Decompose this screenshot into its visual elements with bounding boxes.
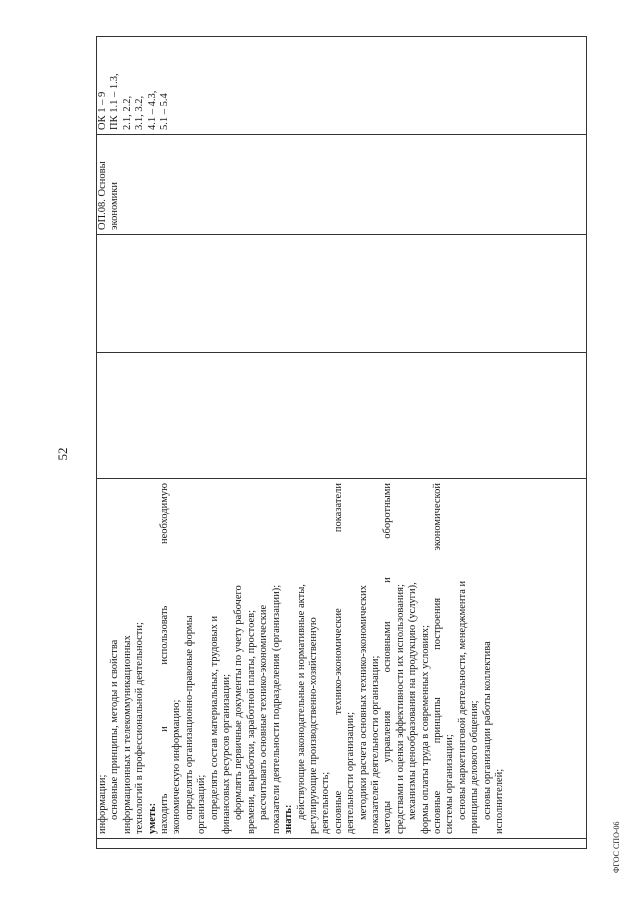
table-row: [97, 37, 587, 849]
credits-cell: [97, 235, 587, 353]
content-word: оборотными: [382, 483, 394, 539]
content-line: финансовых ресурсов организации;: [221, 673, 233, 834]
content-word: управления: [382, 710, 394, 763]
content-line: оформлять первичные документы по учету рабочего: [233, 585, 245, 820]
content-line: методики расчета основных технико-экономических: [357, 585, 369, 820]
competency-table: [96, 36, 587, 849]
content-word: основные: [431, 790, 443, 834]
content-line: определять состав материальных, трудовых и: [208, 615, 220, 820]
content-line: исполнителей;: [494, 768, 505, 834]
content-line: деятельности организации;: [345, 711, 357, 834]
content-line: формы оплаты труда в современных условиях;: [419, 624, 431, 834]
content-line: принципы делового общения;: [469, 700, 481, 834]
content-line: информационных и телекоммуникационных: [121, 635, 133, 834]
content-line: знать:: [283, 804, 295, 834]
content-line: действующие законодательные и нормативные акты,: [295, 584, 307, 820]
content-word: основными: [382, 621, 394, 673]
content-line: показатели деятельности подразделения (организации);: [270, 584, 282, 834]
competence-code: ОК 1 – 9: [97, 91, 108, 130]
rotated-table-page: [96, 37, 587, 849]
content-line: системы организации;: [444, 734, 456, 834]
content-word: и: [159, 726, 171, 732]
content-word: построения: [431, 597, 443, 650]
content-word: находить: [159, 793, 171, 834]
content-line: рассчитывать основные технико-экономические: [258, 604, 270, 820]
discipline-cell: [97, 135, 587, 235]
content-line: основы маркетинговой деятельности, менеджмента и: [456, 580, 468, 820]
competence-code: 4.1 – 4.3,: [146, 90, 158, 130]
discipline-name: ОП.08. Основы экономики: [97, 161, 121, 230]
index-cell: [97, 839, 587, 849]
content-line: [333, 483, 345, 834]
content-line: [159, 483, 171, 834]
content-line: регулирующие производственно-хозяйственную: [307, 617, 319, 834]
content-lines: [97, 483, 506, 834]
content-word: принципы: [431, 697, 443, 744]
competence-code: ПК 1.1 – 1.3,: [109, 73, 121, 130]
competence-codes: [97, 41, 171, 130]
content-word: технико-экономические: [332, 608, 344, 715]
content-line: экономическую информацию;: [171, 699, 183, 834]
content-line: основные принципы, методы и свойства: [109, 639, 121, 820]
competence-cell: [97, 37, 587, 135]
content-line: основы организации работы коллектива: [481, 641, 493, 820]
competence-code: 5.1 – 5.4: [159, 93, 171, 130]
content-line: времени, выработки, заработной платы, простоев;: [245, 609, 257, 834]
competence-code: 3.1, 3.2,: [134, 95, 146, 130]
content-line: деятельность;: [320, 771, 332, 834]
content-line: технологий в профессиональной деятельности;: [134, 622, 146, 834]
content-word: экономической: [431, 483, 443, 551]
content-line: организаций;: [196, 774, 208, 834]
competence-code: 2.1, 2.2,: [121, 95, 133, 130]
content-line: уметь:: [146, 802, 158, 834]
page-number: 52: [55, 447, 70, 461]
content-word: и: [382, 577, 394, 583]
content-word: методы: [382, 800, 394, 834]
content-word: показатели: [332, 483, 344, 533]
content-line: информации;: [97, 774, 108, 834]
hours-cell: [97, 353, 587, 479]
footer-code: ФГОС СПО-06: [612, 821, 621, 873]
content-line: показателей деятельности организации;: [369, 655, 381, 834]
content-line: [382, 483, 394, 834]
content-line: определять организационно-правовые формы: [183, 615, 195, 820]
content-word: основные: [332, 790, 344, 834]
content-line: [432, 483, 444, 834]
content-line: средствами и оценки эффективности их использования;: [394, 584, 406, 834]
content-word: необходимую: [159, 483, 171, 545]
content-cell: [97, 479, 587, 839]
content-line: механизмы ценообразования на продукцию (услуги),: [407, 582, 419, 820]
content-word: использовать: [159, 605, 171, 665]
